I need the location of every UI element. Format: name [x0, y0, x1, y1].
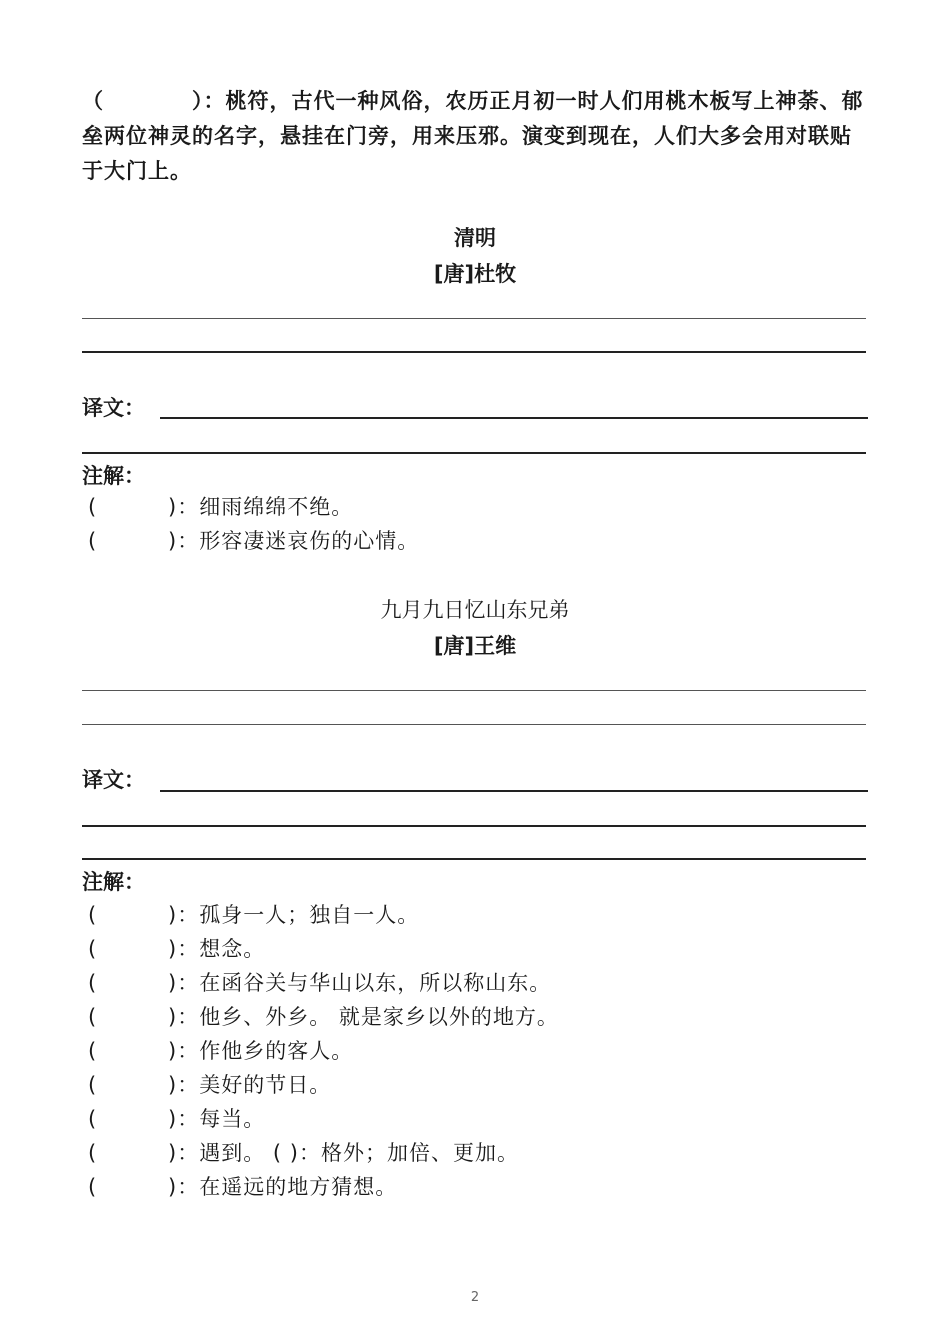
note-row: [88, 1000, 559, 1034]
note-blank-close: )：: [168, 971, 200, 995]
poem2-notes-label: 注解：: [82, 870, 145, 894]
note-text: 遇到。 ( )：格外；加倍、更加。: [199, 1141, 519, 1165]
intro-text: 桃符，古代一种风俗，农历正月初一时人们用桃木板写上神荼、郁垒两位神灵的名字，悬挂在门旁，用来压邪。演变到现在，人们大多会用对联贴于大门上。: [82, 89, 864, 183]
intro-blank: （ ）：: [82, 89, 226, 113]
poem2-text-line-1[interactable]: [82, 690, 866, 691]
note-row: [88, 1170, 559, 1204]
poem2-translation-line-1[interactable]: [160, 790, 868, 792]
note-blank-close: )：: [168, 937, 200, 961]
note-row: [88, 524, 419, 558]
note-row: [88, 1034, 559, 1068]
poem2-title: 九月九日忆山东兄弟: [380, 598, 570, 622]
note-blank-close: )：: [168, 1039, 200, 1063]
note-blank-close: )：: [168, 529, 200, 553]
poem2-translation-line-3[interactable]: [82, 858, 866, 860]
note-row: [88, 1136, 559, 1170]
note-row: [88, 932, 559, 966]
note-text: 细雨绵绵不绝。: [199, 495, 354, 519]
note-text: 在遥远的地方猜想。: [199, 1175, 398, 1199]
note-blank-close: )：: [168, 1141, 200, 1165]
note-text: 美好的节日。: [199, 1073, 332, 1097]
note-text: 在函谷关与华山以东，所以称山东。: [199, 971, 552, 995]
note-blank-close: )：: [168, 1073, 200, 1097]
note-text: 他乡、外乡。 就是家乡以外的地方。: [199, 1005, 559, 1029]
note-row: [88, 966, 559, 1000]
poem1-notes-label: 注解：: [82, 464, 145, 488]
note-blank-close: )：: [168, 1175, 200, 1199]
poem1-text-line-1[interactable]: [82, 318, 866, 319]
note-text: 每当。: [199, 1107, 266, 1131]
poem2-translation-line-2[interactable]: [82, 825, 866, 827]
poem2-translation-label: 译文：: [82, 768, 145, 792]
note-blank-open[interactable]: (: [88, 937, 98, 961]
poem2-author: [唐]王维: [433, 634, 517, 658]
poem1-notes: [88, 490, 419, 558]
poem1-author: [唐]杜牧: [433, 262, 517, 286]
note-row: [88, 898, 559, 932]
note-blank-open[interactable]: (: [88, 1141, 98, 1165]
poem1-text-line-2[interactable]: [82, 351, 866, 353]
page-number: 2: [470, 1290, 480, 1305]
poem1-title: 清明: [454, 226, 496, 250]
note-row: [88, 1068, 559, 1102]
note-blank-open[interactable]: (: [88, 495, 98, 519]
poem2-notes: [88, 898, 559, 1204]
note-blank-open[interactable]: (: [88, 529, 98, 553]
note-blank-close: )：: [168, 495, 200, 519]
note-blank-open[interactable]: (: [88, 1073, 98, 1097]
note-text: 孤身一人；独自一人。: [199, 903, 420, 927]
poem2-text-line-2[interactable]: [82, 724, 866, 725]
note-text: 形容凄迷哀伤的心情。: [199, 529, 420, 553]
poem1-translation-line-2[interactable]: [82, 452, 866, 454]
note-blank-open[interactable]: (: [88, 1005, 98, 1029]
note-text: 想念。: [199, 937, 266, 961]
note-blank-open[interactable]: (: [88, 1039, 98, 1063]
poem1-translation-label: 译文：: [82, 396, 145, 420]
note-row: [88, 490, 419, 524]
note-row: [88, 1102, 559, 1136]
note-blank-open[interactable]: (: [88, 1175, 98, 1199]
poem1-translation-line-1[interactable]: [160, 417, 868, 419]
note-blank-close: )：: [168, 1107, 200, 1131]
intro-paragraph: [82, 84, 868, 189]
note-text: 作他乡的客人。: [199, 1039, 354, 1063]
note-blank-open[interactable]: (: [88, 971, 98, 995]
note-blank-open[interactable]: (: [88, 1107, 98, 1131]
note-blank-close: )：: [168, 903, 200, 927]
note-blank-close: )：: [168, 1005, 200, 1029]
note-blank-open[interactable]: (: [88, 903, 98, 927]
